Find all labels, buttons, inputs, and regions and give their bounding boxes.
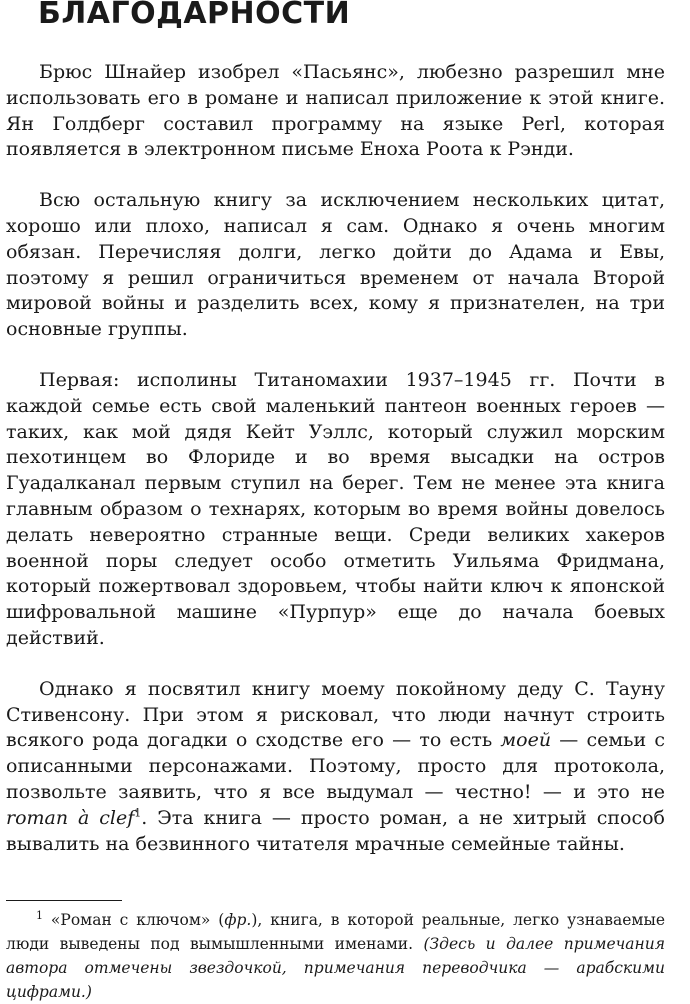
footnote-reference[interactable]: 1 [134,806,142,820]
page-heading: БЛАГОДАРНОСТИ [38,0,351,31]
paragraph-2: Всю остальную книгу за исключением нескольких цитат, хорошо или плохо, написал я сам. Однако я очень многим обязан. Перечисляя долги, легко дойти до Адама и Евы, поэтому я решил ограничиться временем от начала Второй мировой войны и разделить всех, кому я признателен, на три основные группы. [6,189,665,341]
main-text [6,60,665,882]
footnote-text-1: «Роман с ключом» ( [43,911,225,929]
paragraph-4-part-3: . Эта книга — просто роман, а не хитрый способ вывалить на безвинного читателя мрачные семейные тайны. [6,806,665,855]
paragraph-3: Первая: исполины Титаномахии 1937–1945 гг. Почти в каждой семье есть свой маленький пантеон военных героев — таких, как мой дядя Кейт Уэллс, который служил морским пехотинцем во Флориде и во время высадки на остров Гуадалканал первым ступил на берег. Тем не менее эта книга главным образом о технарях, которым во время войны довелось делать невероятно странные вещи. Среди великих хакеров военной поры следует особо отметить Уильяма Фридмана, который пожертвовал здоровьем, чтобы найти ключ к японской шифровальной машине «Пурпур» еще до начала боевых действий. [6,368,665,649]
paragraph-1: Брюс Шнайер изобрел «Пасьянс», любезно разрешил мне использовать его в романе и написал приложение к этой книге. Ян Голдберг составил программу на языке Perl, которая появляется в электронном письме Еноха Роота к Рэнди. [6,61,665,161]
paragraph-4 [6,677,665,858]
emphasis-moei: моей [500,729,552,752]
paragraph-4-part-1: Однако я посвятил книгу моему покойному деду С. Тауну Стивенсону. При этом я рисковал, что люди начнут строить всякого рода догадки о сходстве его — то есть [6,677,665,752]
emphasis-roman-a-clef: roman à clef [6,806,135,829]
footnote-number: 1 [36,908,43,922]
footnote-lang: фр. [224,911,252,929]
footnote [6,908,665,1004]
footnote-divider [6,900,122,901]
footnote-editorial-note: (Здесь и далее примечания автора отмечены звездочкой, примечания переводчика — арабскими цифрами.) [6,935,665,1001]
paragraph-4-part-2: — семьи с описанными персонажами. Поэтому, просто для протокола, позвольте заявить, что я все выдумал — честно! — и это не [6,729,666,803]
footnote-text-2: ), книга, в которой реальные, легко узнаваемые люди выведены под вымышленными именами. [6,911,665,953]
